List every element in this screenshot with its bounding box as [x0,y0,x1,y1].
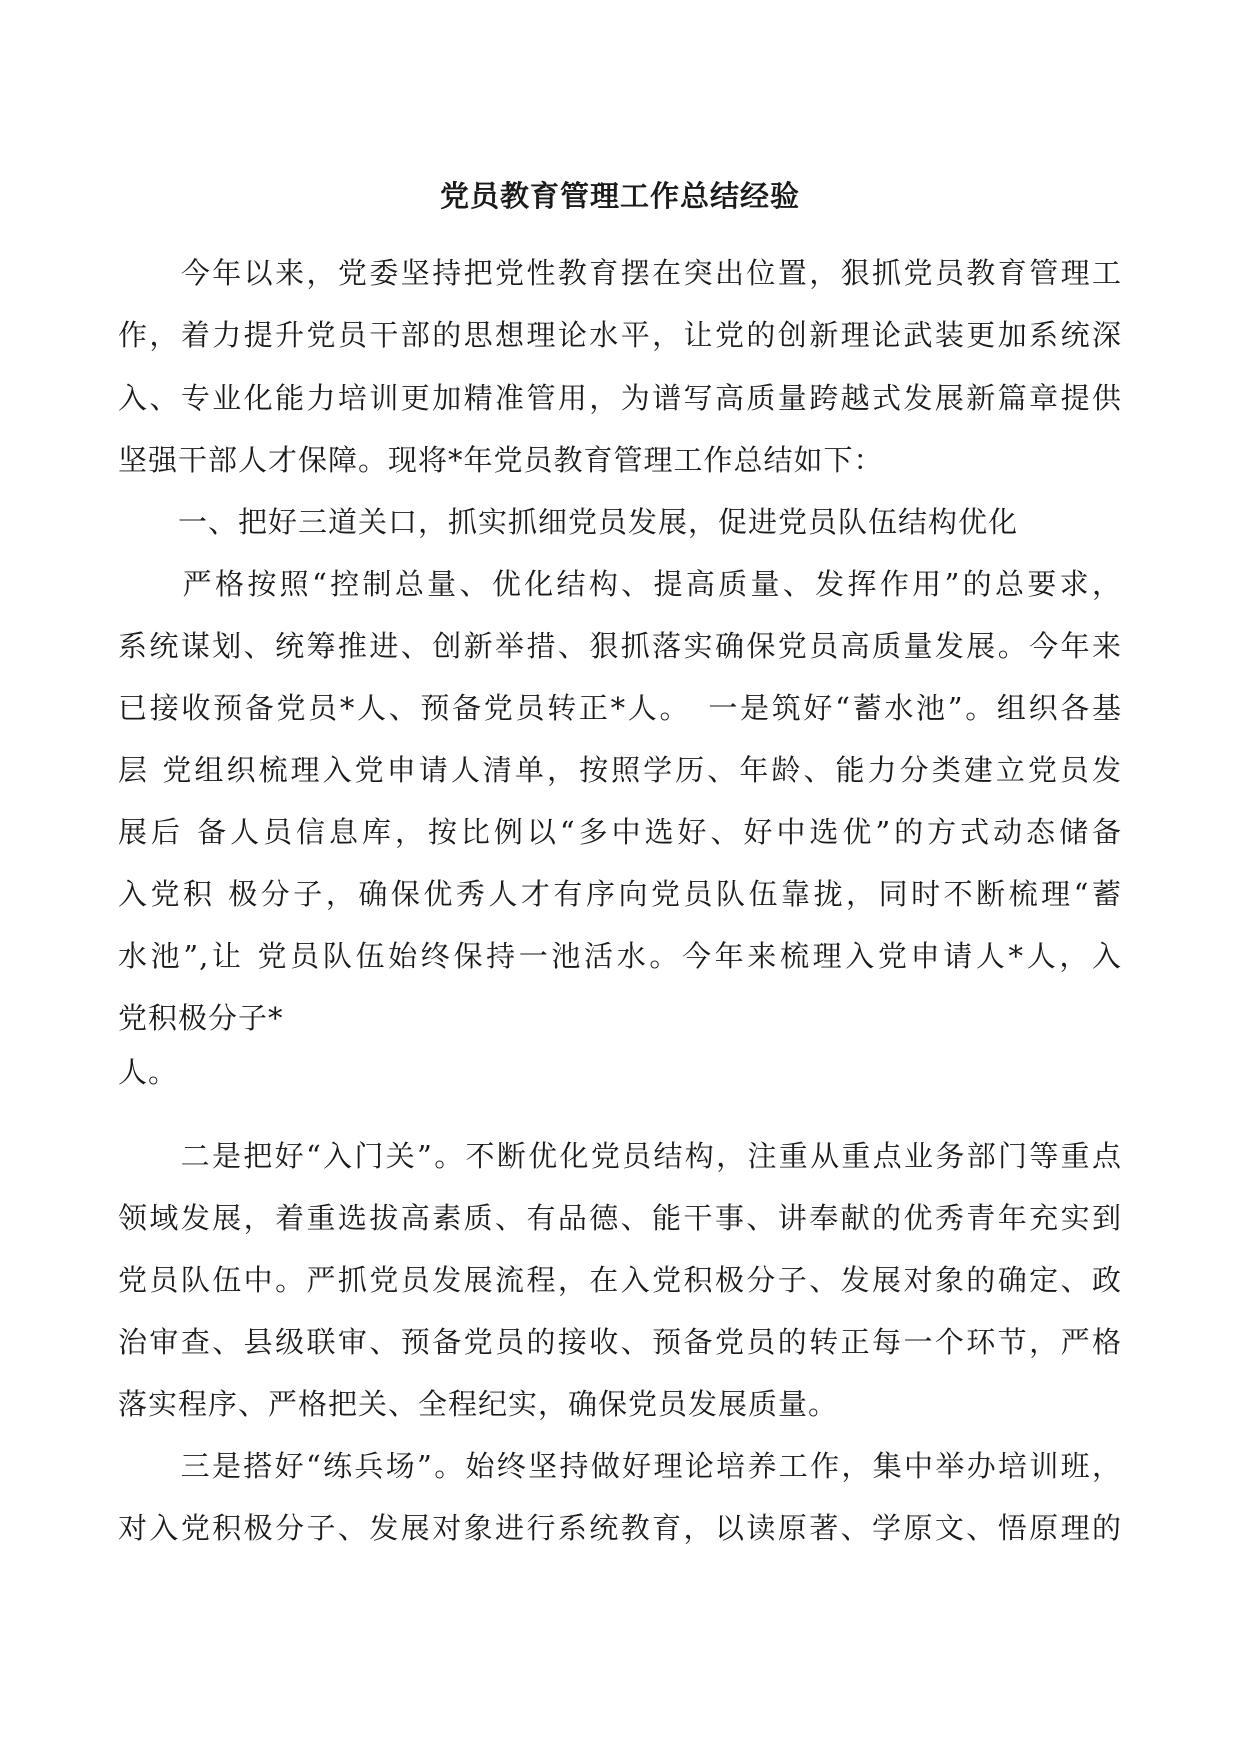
paragraph-line: 严格按照“控制总量、优化结构、提高质量、发挥作用”的总要求， [118,567,1122,601]
document-title: 党员教育管理工作总结经验 [439,179,800,213]
section-heading: 一、把好三道关口，抓实抓细党员发展，促进党员队伍结构优化 [118,505,1019,539]
paragraph-line: 党积极分子* [118,1001,284,1035]
paragraph-line: 三是搭好“练兵场”。始终坚持做好理论培养工作，集中举办培训班， [118,1449,1122,1483]
paragraph-line: 人。 [118,1055,179,1089]
paragraph-line: 领域发展，着重选拔高素质、有品德、能干事、讲奉献的优秀青年充实到 [118,1201,1122,1235]
paragraph-line: 入、专业化能力培训更加精准管用，为谱写高质量跨越式发展新篇章提供 [118,381,1122,415]
paragraph-line: 二是把好“入门关”。不断优化党员结构，注重从重点业务部门等重点 [118,1139,1122,1173]
paragraph-line: 对入党积极分子、发展对象进行系统教育，以读原著、学原文、悟原理的 [118,1511,1122,1545]
paragraph-line: 治审查、县级联审、预备党员的接收、预备党员的转正每一个环节，严格 [118,1325,1122,1359]
paragraph-line: 系统谋划、统筹推进、创新举措、狠抓落实确保党员高质量发展。今年来 [118,629,1122,663]
paragraph-line: 作，着力提升党员干部的思想理论水平，让党的创新理论武装更加系统深 [118,318,1122,352]
paragraph-line: 今年以来，党委坚持把党性教育摆在突出位置，狠抓党员教育管理工 [118,256,1122,290]
paragraph-line: 党员队伍中。严抓党员发展流程，在入党积极分子、发展对象的确定、政 [118,1263,1122,1297]
paragraph-line: 水池”,让 党员队伍始终保持一池活水。今年来梳理入党申请人*人，入 [118,939,1122,973]
paragraph-line: 已接收预备党员*人、预备党员转正*人。 一是筑好“蓄水池”。组织各基 [118,691,1122,725]
paragraph-line: 展后 备人员信息库，按比例以“多中选好、好中选优”的方式动态储备 [118,815,1122,849]
paragraph-line: 落实程序、严格把关、全程纪实，确保党员发展质量。 [118,1387,839,1421]
paragraph-line: 入党积 极分子，确保优秀人才有序向党员队伍靠拢，同时不断梳理“蓄 [118,877,1122,911]
paragraph-line: 层 党组织梳理入党申请人清单，按照学历、年龄、能力分类建立党员发 [118,753,1122,787]
paragraph-line: 坚强干部人才保障。现将*年党员教育管理工作总结如下： [118,443,884,477]
